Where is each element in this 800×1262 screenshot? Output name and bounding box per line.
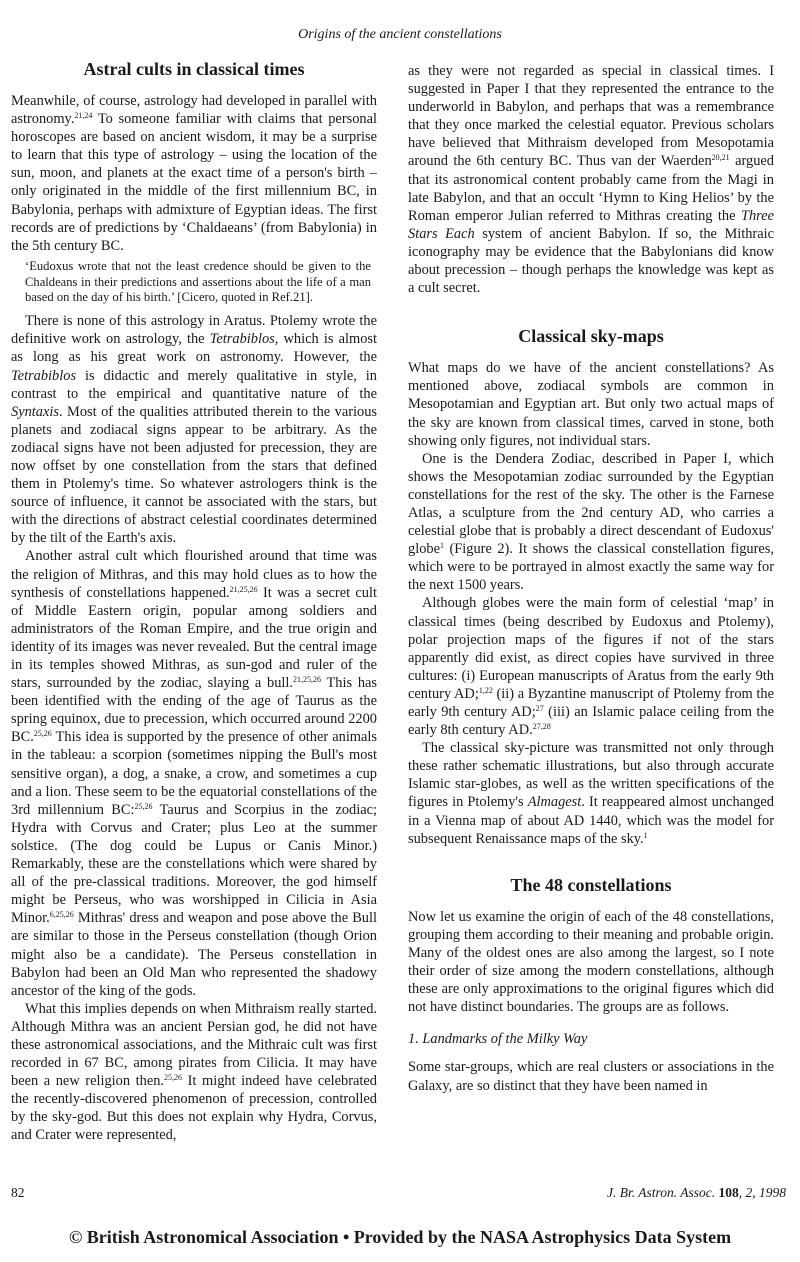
paragraph: What this implies depends on when Mithraism really started. Although Mithra was an ancient Persian god, he did not have these astronomical associations, and the Mithraic cult was first recorded in 67 BC, among pirates from Cilicia. It may have been a new religion then.$^{25,26}$ It might indeed have celebrated the recently-discovered phenomenon of precession, controlled by the sky-god. But this does not explain why Hydra, Corvus, and Crater were represented, bbox=[11, 1000, 377, 1144]
paragraph: as they were not regarded as special in classical times. I suggested in Paper I that they represented the entrance to the underworld in Babylon, and perhaps that was a remembrance that they once marked the celestial equator. Previous scholars have believed that Mithraism developed from Mesopotamia around the 6th century BC. Thus van der Waerden$^{20,21}$ argued that its astronomical content probably came from the Magi in late Babylon, and that an occult ‘Hymn to King Helios’ by the Roman emperor Julian referred to Mithras creating the Three Stars Each system of ancient Babylon. If so, the Mithraic iconography may be evidence that the Babylonians did know about precession – though perhaps the knowledge was kept as a cult secret. bbox=[408, 63, 774, 297]
reference-superscript: 21,25,26 bbox=[293, 675, 321, 685]
journal-citation: J. Br. Astron. Assoc. 108, 2, 1998 bbox=[606, 1185, 786, 1200]
subsection-heading: 1. Landmarks of the Milky Way bbox=[408, 1031, 588, 1048]
section-heading-astral-cults: Astral cults in classical times bbox=[83, 59, 305, 79]
running-head: Origins of the ancient constellations bbox=[298, 27, 502, 42]
paragraph: Another astral cult which flourished around that time was the religion of Mithras, and this may hold clues as to how the synthesis of constellations happened.$^{21,25,26}$ It was a secret cult of Middle Eastern origin, popular among soldiers and administrators of the Roman Empire, and the true origin and identity of its images was never revealed. But the central image in its temples showed Mithras, as sun-god and ruler of the stars, surrounded by the zodiac, slaying a bull.$^{21,25,26}$ This has been identified with the ending of the age of Taurus as the spring equinox, due to precession, which occurred around 2200 BC.$^{25,26}$ This idea is supported by the presence of other animals in the tableau: a scorpion (sometimes nipping the Bull's most sensitive organ), a dog, a snake, a crow, and sometimes a cup and a lion. These seem to be the equatorial constellations of the 3rd millennium BC:$^{25,26}$ Taurus and Scorpius in the zodiac; Hydra with Corvus and Crater; plus Leo at the summer solstice. (The dog could be Lupus or Canis Minor.) Remarkably, these are the constellations which were shared by all of the pre-classical traditions. Moreover, the god himself might be Perseus, who was worshipped in Cilicia in Asia Minor.$^{6,25,26}$ Mithras' dress and weapon and pose above the Bull are similar to those in the Perseus constellation (though Orion might also be a candidate). The Perseus constellation in Babylon had been an Old Man who represented the shadowy ancestor of the king of the gods. bbox=[11, 548, 377, 999]
paragraph: Although globes were the main form of celestial ‘map’ in classical times (being described by Eudoxus and Ptolemy), polar projection maps of the figures if not of the stars apparently did exist, as direct copies have survived in three cultures: (i) European manuscripts of Aratus from the early 9th century AD;$^{1,22}$ (ii) a Byzantine manuscript of Ptolemy from the early 9th century AD;$^{27}$ (iii) an Islamic palace ceiling from the early 8th century AD.$^{27,28}$ bbox=[408, 595, 774, 739]
reference-superscript: 25,26 bbox=[134, 801, 153, 811]
right-column bbox=[408, 62, 774, 1095]
block-quote: ‘Eudoxus wrote that not the least credence should be given to the Chaldeans in their predictions and assertions about the life of a man based on the day of his birth.’ [Cicero, quoted in Ref.21]. bbox=[25, 258, 371, 305]
reference-superscript: 27,28 bbox=[532, 722, 551, 732]
reference-superscript: 1 bbox=[643, 830, 648, 840]
paragraph: One is the Dendera Zodiac, described in Paper I, which shows the Mesopotamian zodiac surrounded by the Egyptian constellations for the rest of the sky. The other is the Farnese Atlas, a sculpture from the 2nd century AD, who carries a celestial globe that is probably a direct descendant of Eudoxus' globe$^1$ (Figure 2). It shows the classical constellation figures, which were to be portrayed in almost exactly the same way for the next 1500 years. bbox=[408, 450, 774, 594]
paragraph: Now let us examine the origin of each of the 48 constellations, grouping them according to their meaning and probable origin. Many of the oldest ones are also among the largest, so I note their order of size among the modern constellations, although these are only approximations to the original figures which did not have distinct boundaries. The groups are as follows. bbox=[408, 908, 774, 1016]
reference-superscript: 1 bbox=[439, 541, 444, 551]
ads-credit-line: © British Astronomical Association • Provided by the NASA Astrophysics Data System bbox=[68, 1227, 732, 1247]
reference-superscript: 27 bbox=[535, 704, 544, 713]
paragraph: The classical sky-picture was transmitted not only through these rather schematic illustrations, but also through accurate Islamic star-globes, as well as the written specifications of the figures in Ptolemy's Almagest. It reappeared almost unchanged in a Vienna map of about AD 1440, which was the model for subsequent Renaissance maps of the sky.$^1$ bbox=[408, 740, 774, 847]
reference-superscript: 6,25,26 bbox=[49, 910, 74, 920]
reference-superscript: 21,25,26 bbox=[229, 584, 258, 594]
paragraph: There is none of this astrology in Aratus. Ptolemy wrote the definitive work on astrology, the Tetrabiblos, which is almost as long as his great work on astronomy. However, the Tetrabiblos is didactic and merely qualitative in style, in contrast to the empirical and quantitative nature of the Syntaxis. Most of the qualities attributed therein to the various planets and zodiacal signs appear to be arbitrary. As the zodiacal signs have not been adjusted for precession, they are now offset by one constellation from the stars that defined them in Ptolemy's time. So whatever astrologers think is the source of influence, it cannot be associated with the stars, but with the directions of abstract celestial coordinates determined by the tilt of the Earth's axis. bbox=[11, 313, 378, 547]
paragraph: Some star-groups, which are real clusters or associations in the Galaxy, are so distinct that they have been named in bbox=[408, 1059, 774, 1094]
left-column bbox=[11, 58, 377, 1145]
reference-superscript: 25,26 bbox=[33, 729, 52, 739]
reference-superscript: 21,24 bbox=[74, 111, 93, 121]
section-heading-sky-maps: Classical sky-maps bbox=[518, 326, 664, 347]
section-heading-48-constellations: The 48 constellations bbox=[510, 874, 672, 895]
reference-superscript: 1,22 bbox=[478, 685, 493, 695]
paragraph: What maps do we have of the ancient constellations? As mentioned above, zodiacal symbols are common in Mesopotamian and Egyptian art. But only two actual maps of the sky are known from classical times, carved in stone, both showing only figures, not individual stars. bbox=[408, 360, 774, 449]
reference-superscript: 20,21 bbox=[711, 153, 730, 163]
reference-superscript: 25,26 bbox=[164, 1073, 183, 1083]
page-number: 82 bbox=[11, 1185, 25, 1200]
paragraph: Meanwhile, of course, astrology had developed in parallel with astronomy.$^{21,24}$ To someone familiar with claims that personal horoscopes are based on ancient wisdom, it may be a surprise to learn that this type of astrology – using the location of the sun, moon, and planets at the exact time of a person's birth – only originated in the middle of the first millennium BC, in Babylonia, perhaps with admixture of Egyptian ideas. The first records are of predictions by ‘Chaldaeans’ (from Babylonia) in the 5th century BC. bbox=[11, 93, 377, 254]
